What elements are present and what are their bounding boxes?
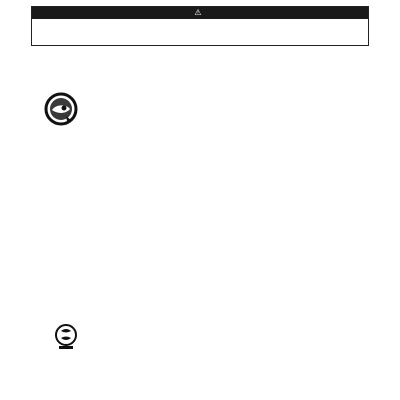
model-name bbox=[198, 236, 283, 244]
warning-heading-bar bbox=[32, 7, 368, 19]
model-name bbox=[28, 258, 113, 266]
model-name bbox=[283, 247, 348, 255]
warning-box bbox=[31, 6, 369, 46]
model-list bbox=[28, 236, 348, 277]
model-name bbox=[283, 258, 348, 266]
certification-mark-icon bbox=[52, 323, 80, 351]
model-name bbox=[283, 236, 348, 244]
model-name bbox=[113, 258, 198, 266]
brand-logo-icon bbox=[44, 92, 78, 126]
model-name bbox=[28, 236, 113, 244]
model-name bbox=[28, 247, 113, 255]
warning-triangle-icon: ⚠ bbox=[194, 8, 202, 17]
model-name bbox=[113, 236, 198, 244]
model-name bbox=[198, 258, 283, 266]
model-name bbox=[113, 247, 198, 255]
model-name bbox=[28, 269, 113, 277]
warning-text bbox=[32, 19, 368, 45]
model-name bbox=[198, 247, 283, 255]
